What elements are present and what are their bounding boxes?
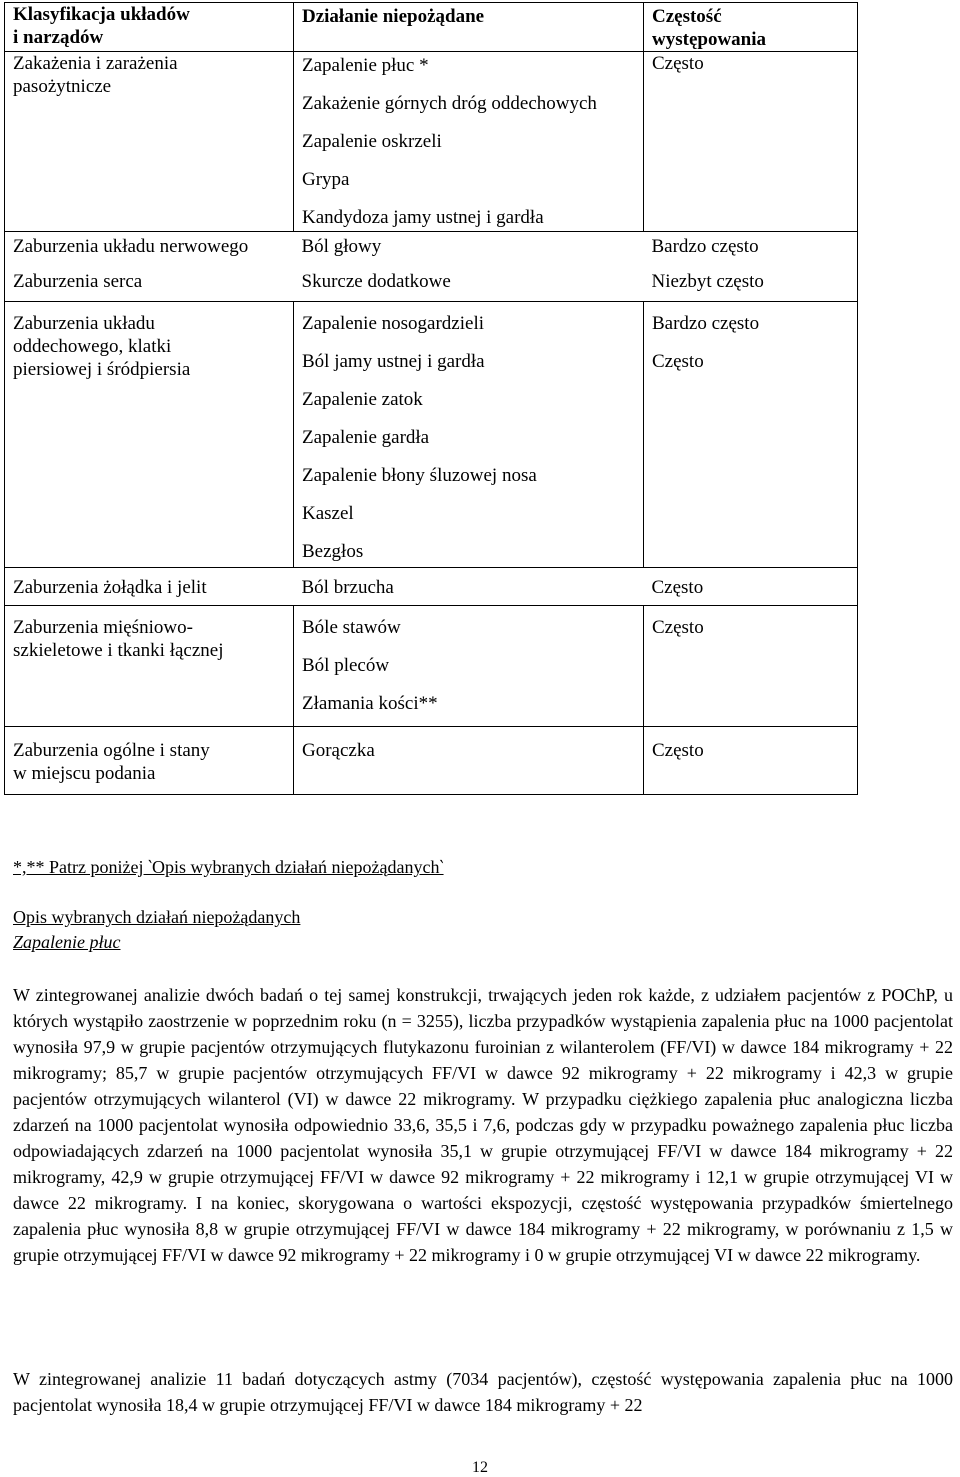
- paragraph: W zintegrowanej analizie dwóch badań o tej samej konstrukcji, trwających jeden rok każde, z udziałem pacjentów z POChP, u których wystąpiło zaostrzenie w poprzednim roku (n = 3255), liczba przypadków wystąpienia zapalenia płuc na 1000 pacjentolat wynosiła 97,9 w grupie pacjentów otrzymujących flutykazonu furoinian z wilanterolem (FF/VI) w dawce 184 mikrogramy + 22 mikrogramy; 85,7 w grupie pacjentów otrzymujących FF/VI w dawce 92 mikrogramy + 22 mikrogramy i 42,3 w grupie pacjentów otrzymujących wilanterol (VI) w dawce 22 mikrogramy. W przypadku ciężkiego zapalenia płuc analogiczna liczba zdarzeń na 1000 pacjentolat wynosiła odpowiednio 33,6, 35,5 i 7,6, podczas gdy w przypadku poważnego zapalenia płuc liczba odpowiadających zdarzeń na 1000 pacjentolat wynosiła 35,1 w grupie otrzymującej FF/VI w dawce 184 mikrogramy + 22 mikrogramy, 42,9 w grupie otrzymującej FF/VI w dawce 92 mikrogramy + 22 mikrogramy i 12,1 w grupie otrzymującej VI w dawce 22 mikrogramy. I na koniec, skorygowana o wartości ekspozycji, częstość występowania przypadków śmiertelnego zapalenia płuc wynosiła 8,8 w grupie otrzymującej FF/VI w dawce 184 mikrogramy + 22 mikrogramy, w porównaniu z 1,5 w grupie otrzymującej FF/VI w dawce 92 mikrogramy + 22 mikrogramy i 0 w grupie otrzymującej VI w dawce 22 mikrogramy.: [13, 985, 953, 1265]
- frequency-cell: Niezbyt często: [644, 263, 858, 302]
- footnote: *,** Patrz poniżej ‵Opis wybranych działań niepożądanych‵: [13, 857, 444, 877]
- adverse-effects-cell: Ból brzucha: [301, 577, 394, 598]
- adverse-effects-cell: Ból głowy: [301, 236, 382, 257]
- table-row: [5, 263, 858, 302]
- table-row: [5, 232, 858, 264]
- header-frequency: Częstość występowania: [644, 3, 858, 52]
- header-system-organ-class: Klasyfikacja układów i narządów: [5, 3, 294, 52]
- table-row: [5, 727, 858, 795]
- section-title: Opis wybranych działań niepożądanych: [13, 907, 301, 927]
- adverse-effects-cell: Skurcze dodatkowe: [301, 271, 451, 292]
- adverse-effects-cell: Zapalenie nosogardzieli Ból jamy ustnej i gardła Zapalenie zatok Zapalenie gardła Zapalenie błony śluzowej nosa Kaszel Bezgłos: [294, 302, 644, 568]
- table-row: [5, 606, 858, 727]
- frequency-cell: Często: [644, 568, 858, 606]
- system-class-cell: Zaburzenia układu nerwowego: [5, 232, 294, 264]
- adverse-effects-cell: Zapalenie płuc * Zakażenie górnych dróg oddechowych Zapalenie oskrzeli Grypa Kandydoza jamy ustnej i gardła: [294, 52, 644, 232]
- adverse-effects-table: [4, 2, 858, 795]
- system-class-cell: Zaburzenia układu oddechowego, klatki piersiowej i śródpiersia: [5, 302, 294, 568]
- system-class-cell: Zakażenia i zarażenia pasożytnicze: [5, 52, 294, 232]
- frequency-cell: Często: [644, 727, 858, 795]
- header-adverse-effect: Działanie niepożądane: [294, 3, 644, 52]
- adverse-effects-cell: Gorączka: [294, 727, 644, 795]
- frequency-cell: Bardzo często Często: [644, 302, 858, 568]
- frequency-cell: Często: [644, 606, 858, 727]
- table-row: [5, 52, 858, 232]
- adverse-effects-cell: Bóle stawów Ból pleców Złamania kości**: [294, 606, 644, 727]
- system-class-cell: Zaburzenia mięśniowo- szkieletowe i tkanki łącznej: [5, 606, 294, 727]
- table-header-row: [5, 3, 858, 52]
- table-row: [5, 302, 858, 568]
- system-class-cell: Zaburzenia ogólne i stany w miejscu podania: [5, 727, 294, 795]
- frequency-cell: Bardzo często: [644, 232, 858, 264]
- page-number: 12: [472, 1459, 488, 1476]
- subsection-title: Zapalenie płuc: [13, 932, 121, 952]
- system-class-cell: Zaburzenia żołądka i jelit: [5, 568, 294, 606]
- frequency-cell: Często: [644, 52, 858, 232]
- paragraph: W zintegrowanej analizie 11 badań dotyczących astmy (7034 pacjentów), częstość występowania zapalenia płuc na 1000 pacjentolat wynosiła 18,4 w grupie otrzymującej FF/VI w dawce 184 mikrogramy + 22: [13, 1369, 953, 1415]
- system-class-cell: Zaburzenia serca: [5, 263, 294, 302]
- table-row: [5, 568, 858, 606]
